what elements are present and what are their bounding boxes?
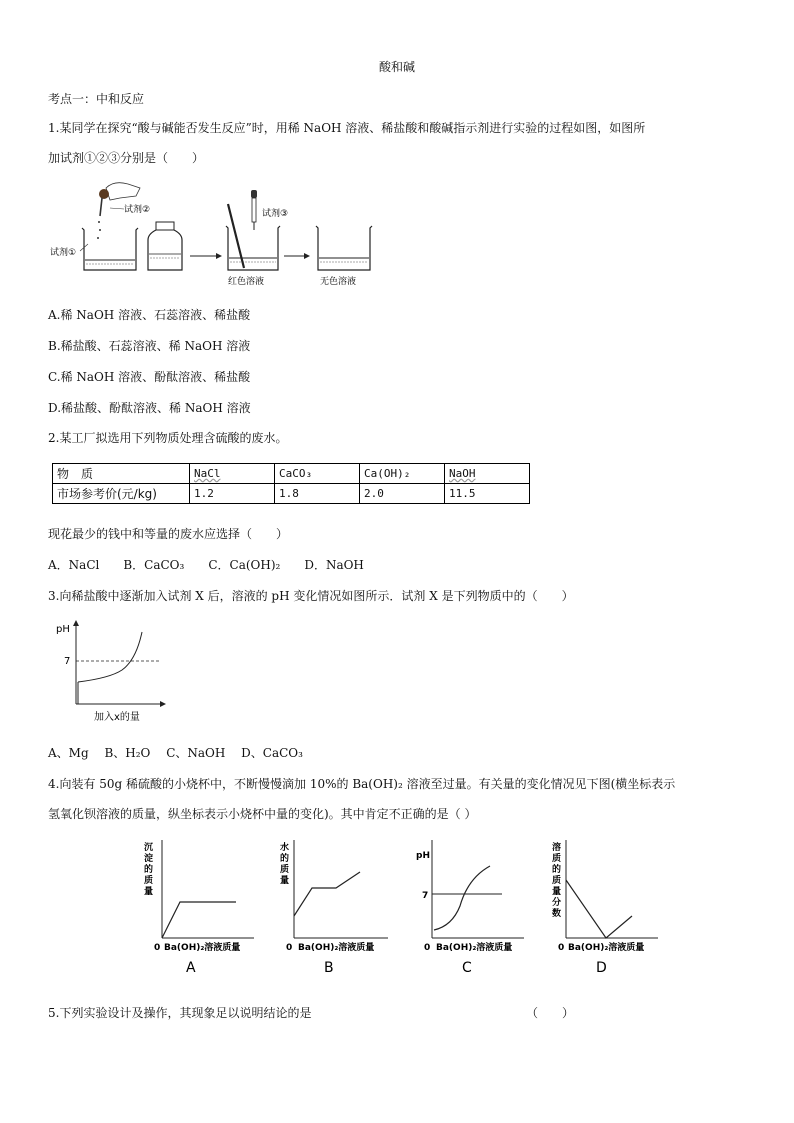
q4a-letter: A [186, 960, 196, 976]
q4d-x-label: Ba(OH)₂溶液质量 [568, 943, 645, 953]
q4c-y-label: pH [416, 851, 430, 861]
svg-text:0: 0 [424, 943, 431, 953]
table-row [53, 464, 530, 484]
table-cell: NaOH [445, 464, 530, 484]
table-cell: 1.8 [275, 484, 360, 504]
reagent2-label: 试剂② [124, 205, 151, 215]
price-table [52, 463, 530, 504]
q4-stem-line2: 氢氧化钡溶液的质量，纵坐标表示小烧杯中量的变化)。其中肯定不正确的是（ ） [48, 807, 477, 821]
q2-stem: 2.某工厂拟选用下列物质处理含硫酸的废水。 [48, 431, 288, 445]
svg-text:0: 0 [558, 943, 565, 953]
q4c-x-label: Ba(OH)₂溶液质量 [436, 943, 513, 953]
table-cell: 市场参考价(元/kg) [53, 484, 190, 504]
q4-graph-a [138, 836, 258, 984]
q3-stem: 3.向稀盐酸中逐渐加入试剂 X 后，溶液的 pH 变化情况如图所示．试剂 X 是下列物质中的（ ） [48, 589, 574, 603]
q4d-letter: D [596, 960, 607, 976]
beaker-1 [82, 228, 138, 270]
q3-options: A、Mg B、H₂O C、NaOH D、CaCO₃ [48, 746, 303, 760]
q2-options: A．NaCl B．CaCO₃ C．Ca(OH)₂ D．NaOH [48, 558, 364, 572]
q4-graph-c [412, 836, 532, 984]
q1-option-a: A.稀 NaOH 溶液、石蕊溶液、稀盐酸 [48, 308, 251, 322]
q5-stem: 5.下列实验设计及操作，其现象足以说明结论的是 [48, 1006, 312, 1020]
q4b-y-label: 水 的 质 量 [280, 843, 290, 886]
q3-ph-graph [50, 618, 170, 726]
q5-answer-paren: （ ） [526, 1006, 575, 1020]
q4-graph-d [548, 836, 668, 984]
svg-text:0: 0 [154, 943, 161, 953]
q4a-y-label: 沉 淀 的 质 量 [144, 843, 154, 897]
section-heading: 考点一：中和反应 [48, 92, 145, 106]
reagent-bottle [148, 222, 182, 270]
q4-stem-line1: 4.向装有 50g 稀硫酸的小烧杯中，不断慢慢滴加 10%的 Ba(OH)₂ 溶液至过量。有关量的变化情况见下图(横坐标表示 [48, 777, 676, 791]
colorless-solution-label: 无色溶液 [320, 277, 357, 287]
q4-graph-b [276, 836, 396, 984]
q1-option-b: B.稀盐酸、石蕊溶液、稀 NaOH 溶液 [48, 339, 251, 353]
q3-y-label: pH [56, 624, 70, 635]
q1-stem-line2: 加试剂①②③分别是（ ） [48, 151, 205, 165]
beaker-3 [316, 226, 372, 270]
q1-option-c: C.稀 NaOH 溶液、酚酞溶液、稀盐酸 [48, 370, 251, 384]
red-solution-label: 红色溶液 [228, 277, 265, 287]
table-row [53, 484, 530, 504]
table-cell: Ca(OH)₂ [360, 464, 445, 484]
q4b-x-label: Ba(OH)₂溶液质量 [298, 943, 375, 953]
table-cell: NaCl [190, 464, 275, 484]
q4d-y-label: 溶 质 的 质 量 分 数 [552, 843, 562, 919]
q4c-ref-label: 7 [422, 891, 429, 901]
table-cell: 11.5 [445, 484, 530, 504]
q2-question: 现花最少的钱中和等量的废水应选择（ ） [48, 527, 289, 541]
table-cell: 2.0 [360, 484, 445, 504]
table-cell: CaCO₃ [275, 464, 360, 484]
reagent1-label: 试剂① [50, 248, 77, 258]
table-cell: 1.2 [190, 484, 275, 504]
q1-experiment-figure [44, 178, 384, 290]
q4b-letter: B [324, 960, 334, 976]
q4c-letter: C [462, 960, 472, 976]
q4a-x-label: Ba(OH)₂溶液质量 [164, 943, 241, 953]
table-cell: 物 质 [53, 464, 190, 484]
svg-text:0: 0 [286, 943, 293, 953]
q1-stem-line1: 1.某同学在探究“酸与碱能否发生反应”时，用稀 NaOH 溶液、稀盐酸和酸碱指示剂进行实验的过程如图，如图所 [48, 121, 646, 135]
q1-option-d: D.稀盐酸、酚酞溶液、稀 NaOH 溶液 [48, 401, 251, 415]
q3-ref-label: 7 [64, 656, 71, 667]
page-title: 酸和碱 [378, 60, 415, 74]
q3-x-label: 加入x的量 [94, 712, 140, 723]
dropper-icon [251, 190, 257, 230]
reagent3-label: 试剂③ [262, 209, 289, 219]
